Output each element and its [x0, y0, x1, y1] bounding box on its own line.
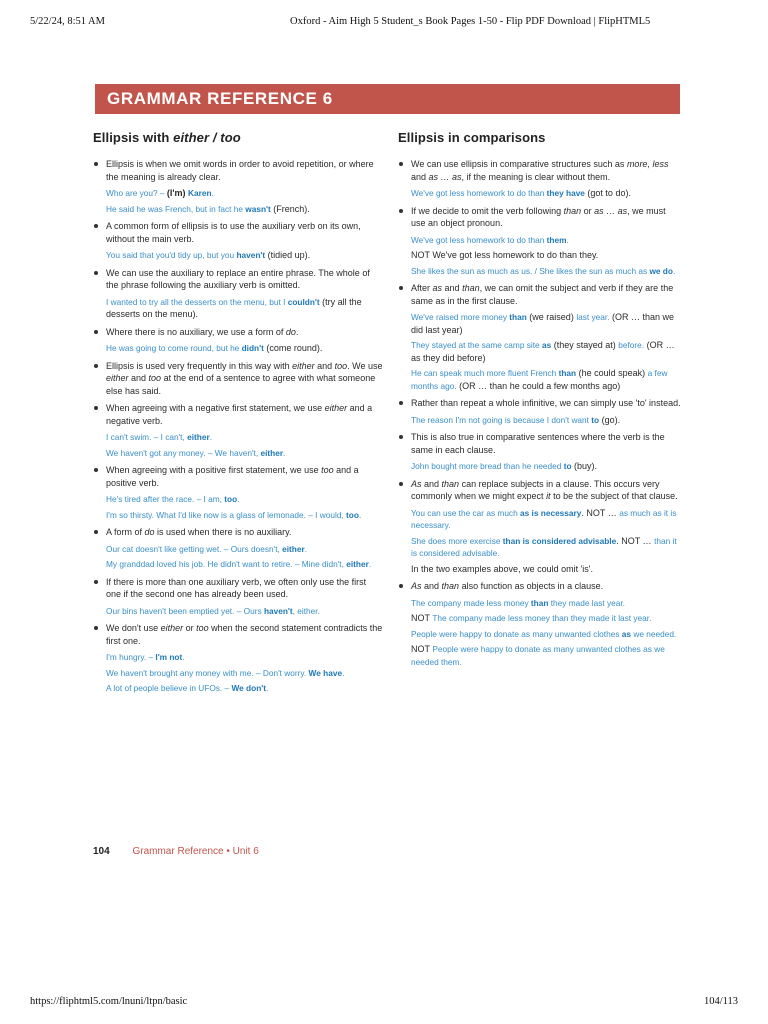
bullet-icon: [399, 482, 403, 486]
rule-text: Rather than repeat a whole infinitive, we can simply use 'to' instead.: [411, 398, 681, 408]
rule-text: Ellipsis is used very frequently in this way with either and too. We use either and too at the end of a sentence to agree with what someone else has said.: [106, 360, 383, 396]
example: The company made less money than they made last year.: [411, 597, 625, 608]
example: He was going to come round, but he didn't (come round).: [106, 343, 323, 353]
example: A lot of people believe in UFOs. – We don't.: [106, 683, 269, 693]
example: NOT The company made less money than they made it last year.: [411, 613, 652, 623]
rule-block: [93, 360, 383, 398]
rule-block: [398, 282, 682, 392]
example: I'm hungry. – I'm not.: [106, 652, 185, 662]
rule-block: [93, 526, 383, 571]
banner-title: GRAMMAR REFERENCE 6: [107, 89, 333, 108]
bullet-icon: [399, 162, 403, 166]
rule-text: We don't use either or too when the second statement contradicts the first one.: [106, 623, 383, 646]
bullet-icon: [399, 209, 403, 213]
rule-text: If we decide to omit the verb following than or as … as, we must use an object pronoun.: [411, 205, 666, 228]
rule-text: If there is more than one auxiliary verb, we often only use the first one if the second one has already been used.: [106, 576, 367, 599]
example: She likes the sun as much as us. / She likes the sun as much as we do.: [411, 265, 676, 276]
example: I wanted to try all the desserts on the menu, but I couldn't (try all the desserts on the menu).: [106, 296, 362, 319]
rule-text: A form of do is used when there is no auxiliary.: [106, 527, 292, 537]
rule-block: [398, 478, 682, 576]
bullet-icon: [94, 530, 98, 534]
rule-text: As and than also function as objects in a clause.: [411, 581, 604, 591]
example: We've raised more money than (we raised) last year. (OR … than we did last year): [411, 312, 675, 335]
rule-block: [93, 464, 383, 521]
example: They stayed at the same camp site as (they stayed at) before. (OR … as they did before): [411, 340, 675, 363]
rule-text: Ellipsis is when we omit words in order to avoid repetition, or where the meaning is already clear.: [106, 159, 374, 182]
example: NOT People were happy to donate as many unwanted clothes as we needed them.: [411, 644, 665, 667]
book-page-number: 104: [93, 846, 110, 857]
right-column: [398, 130, 682, 673]
print-url: https://fliphtml5.com/lnuni/ltpn/basic: [30, 996, 188, 1007]
rule-text: When agreeing with a positive first statement, we use too and a positive verb.: [106, 465, 359, 488]
rule-block: [398, 431, 682, 473]
not-example: NOT We've got less homework to do than they.: [411, 250, 599, 260]
left-heading: Ellipsis with either / too: [93, 130, 241, 145]
rule-text: Where there is no auxiliary, we use a form of do.: [106, 326, 299, 337]
bullet-icon: [399, 435, 403, 439]
rule-block: [93, 622, 383, 695]
rule-block: [398, 397, 682, 426]
rule-block: [398, 580, 682, 668]
rule-text: We can use the auxiliary to replace an entire phrase. The whole of the phrase following the auxiliary verb is omitted.: [106, 267, 370, 290]
print-title: Oxford - Aim High 5 Student_s Book Pages 1-50 - Flip PDF Download | FlipHTML5: [290, 16, 651, 27]
rule-block: [93, 220, 383, 262]
example: He can speak much more fluent French than (he could speak) a few months ago. (OR … than he could a few months ago): [411, 368, 668, 391]
rule-text: We can use ellipsis in comparative structures such as more, less and as … as, if the meaning is clear without them.: [411, 159, 669, 182]
bullet-icon: [399, 584, 403, 588]
rule-block: [398, 205, 682, 278]
rule-block: [93, 267, 383, 321]
example: He's tired after the race. – I am, too.: [106, 494, 240, 504]
rule-text: As and than can replace subjects in a clause. This occurs very commonly when we might expect it to be the subject of that clause.: [411, 478, 678, 501]
example: We've got less homework to do than they have (got to do).: [411, 188, 631, 198]
example: You said that you'd tidy up, but you haven't (tidied up).: [106, 250, 311, 260]
print-header: [30, 16, 738, 30]
example: Our bins haven't been emptied yet. – Ours haven't, either.: [106, 605, 320, 616]
note-text: In the two examples above, we could omit 'is'.: [411, 563, 594, 574]
example: He said he was French, but in fact he wasn't (French).: [106, 203, 310, 214]
bullet-icon: [94, 271, 98, 275]
rule-block: [93, 158, 383, 215]
rule-block: [398, 158, 682, 200]
print-footer: [30, 996, 738, 1010]
example: Our cat doesn't like getting wet. – Ours doesn't, either.: [106, 543, 308, 554]
rule-text: After as and than, we can omit the subject and verb if they are the same as in the first clause.: [411, 283, 674, 306]
right-heading: Ellipsis in comparisons: [398, 130, 546, 145]
bullet-icon: [94, 468, 98, 472]
print-page-count: 104/113: [703, 996, 738, 1007]
bullet-icon: [94, 626, 98, 630]
example: She does more exercise than is considered advisable. NOT … than it is considered advisable.: [411, 535, 677, 558]
example: People were happy to donate as many unwanted clothes as we needed.: [411, 628, 677, 639]
rule-block: [93, 326, 383, 355]
rule-text: This is also true in comparative sentences where the verb is the same in each clause.: [411, 432, 665, 455]
example: Who are you? – (I'm) Karen.: [106, 188, 214, 198]
bullet-icon: [399, 401, 403, 405]
rule-text: When agreeing with a negative first statement, we use either and a negative verb.: [106, 403, 373, 426]
bullet-icon: [94, 406, 98, 410]
print-date: 5/22/24, 8:51 AM: [30, 16, 105, 27]
bullet-icon: [94, 580, 98, 584]
left-column: [93, 130, 383, 700]
example: We haven't got any money. – We haven't, either.: [106, 447, 286, 458]
example: I'm so thirsty. What I'd like now is a glass of lemonade. – I would, too.: [106, 509, 362, 520]
book-footer-label: Grammar Reference • Unit 6: [132, 846, 259, 857]
example: We haven't brought any money with me. – Don't worry. We have.: [106, 667, 345, 678]
book-page-footer: [93, 846, 259, 857]
example: We've got less homework to do than them.: [411, 234, 569, 245]
example: My granddad loved his job. He didn't want to retire. – Mine didn't, either.: [106, 559, 372, 569]
bullet-icon: [94, 224, 98, 228]
bullet-icon: [94, 162, 98, 166]
bullet-icon: [399, 286, 403, 290]
example: The reason I'm not going is because I don't want to (go).: [411, 414, 621, 425]
example: I can't swim. – I can't, either.: [106, 432, 212, 442]
rule-text: A common form of ellipsis is to use the auxiliary verb on its own, without the main verb.: [106, 221, 361, 244]
example: You can use the car as much as is necessary. NOT … as much as it is necessary.: [411, 507, 677, 530]
bullet-icon: [94, 330, 98, 334]
section-banner: [95, 84, 680, 114]
rule-block: [93, 576, 383, 618]
example: John bought more bread than he needed to (buy).: [411, 461, 598, 471]
bullet-icon: [94, 364, 98, 368]
rule-block: [93, 402, 383, 459]
